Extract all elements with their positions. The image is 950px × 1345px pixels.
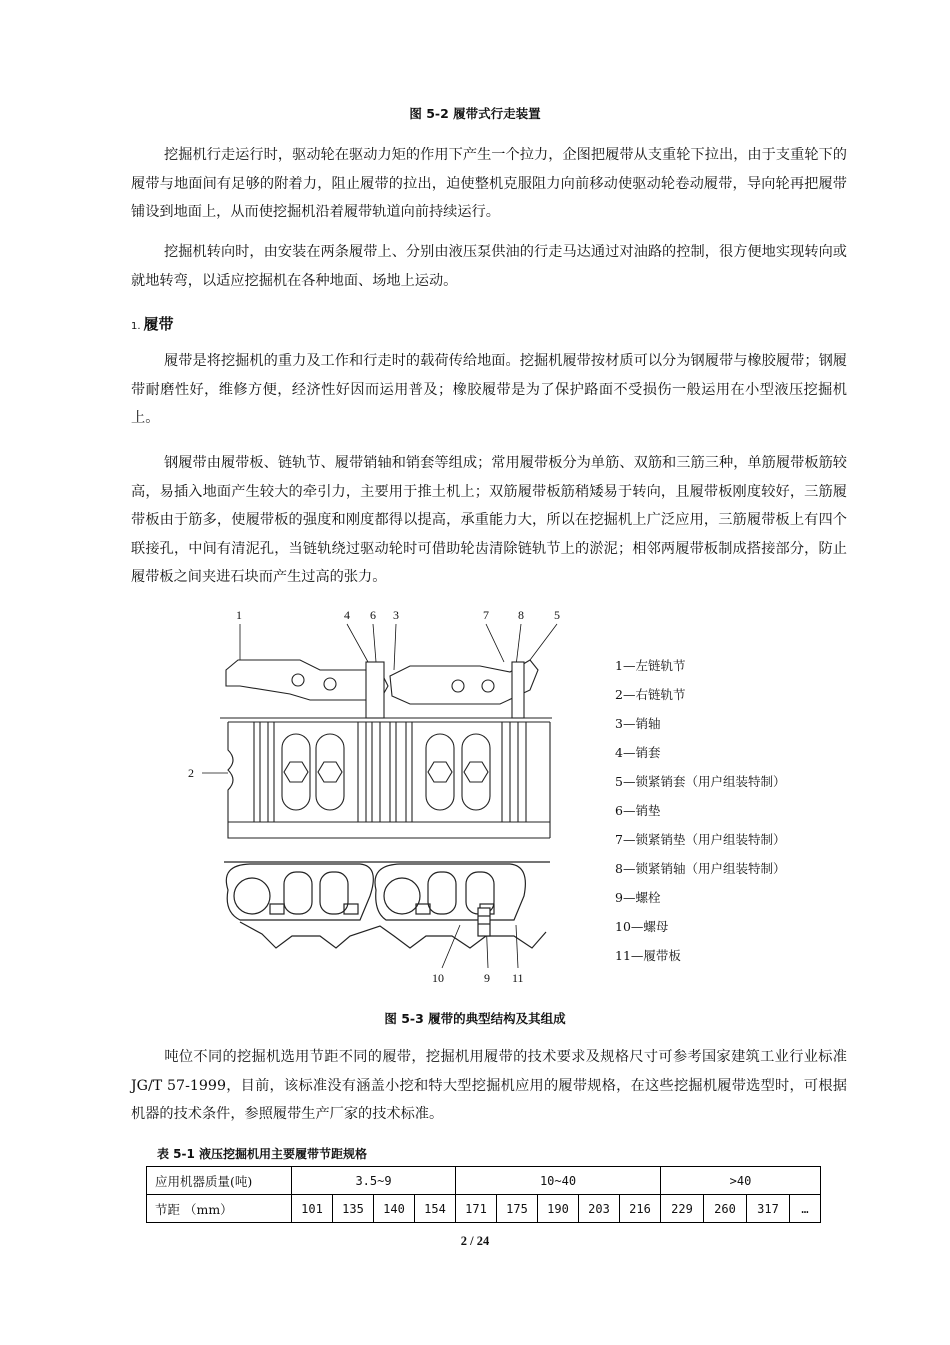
page-number: 2 / 24 xyxy=(460,1234,490,1248)
paragraph-travel-text: 挖掘机行走运行时，驱动轮在驱动力矩的作用下产生一个拉力，企图把履带从支重轮下拉出，由于支重轮下的履带与地面间有足够的附着力，阻止履带的拉出，迫使整机克服阻力向前移动使驱动轮卷动履带，导向轮再把履带铺设到地面上，从而使挖掘机沿着履带轨道向前持续运行。 xyxy=(131,147,847,220)
legend-item: 10—螺母 xyxy=(615,919,669,934)
table-header-pitch: 节距 （mm） xyxy=(147,1195,292,1223)
callout-6: 6 xyxy=(370,608,376,622)
section-heading xyxy=(131,313,174,334)
callout-9: 9 xyxy=(484,971,490,985)
table-header-machine-mass: 应用机器质量(吨) xyxy=(147,1167,292,1195)
table-5-1-title: 表 5-1 液压挖掘机用主要履带节距规格 xyxy=(157,1147,368,1161)
callout-4: 4 xyxy=(344,608,350,622)
table-cell: 190 xyxy=(538,1195,579,1223)
legend-item: 2—右链轨节 xyxy=(615,687,686,702)
callout-numbers-top xyxy=(236,608,560,622)
legend-item: 9—螺栓 xyxy=(615,890,661,905)
track-plate-side-view xyxy=(228,722,550,838)
callout-3: 3 xyxy=(393,608,399,622)
legend-item: 8—锁紧销轴（用户组装特制） xyxy=(615,861,786,876)
table-cell: 171 xyxy=(456,1195,497,1223)
legend-item: 6—销垫 xyxy=(615,803,661,818)
callout-5: 5 xyxy=(554,608,560,622)
paragraph-steel-track-text: 钢履带由履带板、链轨节、履带销轴和销套等组成；常用履带板分为单筋、双筋和三筋三种，单筋履带板筋较高，易插入地面产生较大的牵引力，主要用于推土机上；双筋履带板筋稍矮易于转向，且履带板刚度较好，三筋履带板由于筋多，使履带板的强度和刚度都得以提高，承重能力大，所以在挖掘机上广泛应用，三筋履带板上有四个联接孔，中间有清泥孔，当链轨绕过驱动轮时可借助轮齿清除链轨节上的淤泥；相邻两履带板制成搭接部分，防止履带板之间夹进石块而产生过高的张力。 xyxy=(131,455,847,585)
table-cell: 317 xyxy=(747,1195,790,1223)
table-cell: 175 xyxy=(497,1195,538,1223)
paragraph-pitch-selection xyxy=(131,1043,847,1129)
paragraph-steering-text: 挖掘机转向时，由安装在两条履带上、分别由液压泵供油的行走马达通过对油路的控制，很方便地实现转向或就地转弯，以适应挖掘机在各种地面、场地上运动。 xyxy=(131,244,847,289)
legend-item: 11—履带板 xyxy=(615,948,681,963)
table-group-large: >40 xyxy=(661,1167,821,1195)
legend-item: 3—销轴 xyxy=(615,716,661,731)
figure-legend xyxy=(615,651,785,970)
legend-item: 4—销套 xyxy=(615,745,661,760)
table-cell: 260 xyxy=(704,1195,747,1223)
table-cell-ellipsis: … xyxy=(790,1195,821,1223)
table-cell: 140 xyxy=(374,1195,415,1223)
callout-8: 8 xyxy=(518,608,524,622)
figure-5-3-caption: 图 5-3 履带的典型结构及其组成 xyxy=(384,1011,566,1026)
paragraph-pitch-selection-text: 吨位不同的挖掘机选用节距不同的履带，挖掘机用履带的技术要求及规格尺寸可参考国家建筑工业行业标准 JG/T 57-1999，目前，该标准没有涵盖小挖和特大型挖掘机应用的履带规格，在这些挖掘机履带选型时，可根据机器的技术条件，参照履带生产厂家的技术标准。 xyxy=(131,1049,847,1122)
table-group-medium: 10~40 xyxy=(456,1167,661,1195)
legend-item: 5—锁紧销套（用户组装特制） xyxy=(615,774,786,789)
legend-item: 7—锁紧销垫（用户组装特制） xyxy=(615,832,786,847)
table-row xyxy=(147,1195,821,1223)
callout-2: 2 xyxy=(188,766,194,780)
section-number: 1. xyxy=(131,321,141,332)
callout-7: 7 xyxy=(483,608,489,622)
callout-10: 10 xyxy=(432,971,444,985)
paragraph-steel-track xyxy=(131,449,847,592)
paragraph-track-intro xyxy=(131,347,847,433)
paragraph-track-intro-text: 履带是将挖掘机的重力及工作和行走时的载荷传给地面。挖掘机履带按材质可以分为钢履带与橡胶履带；钢履带耐磨性好，维修方便，经济性好因而运用普及；橡胶履带是为了保护路面不受损伤一般运用在小型液压挖掘机上。 xyxy=(131,353,847,426)
callout-1: 1 xyxy=(236,608,242,622)
table-cell: 203 xyxy=(579,1195,620,1223)
table-cell: 101 xyxy=(292,1195,333,1223)
table-cell: 229 xyxy=(661,1195,704,1223)
callout-11: 11 xyxy=(512,971,524,985)
pitch-spec-table xyxy=(146,1166,821,1223)
chain-link-top-view xyxy=(220,660,552,718)
table-row xyxy=(147,1167,821,1195)
table-cell: 135 xyxy=(333,1195,374,1223)
table-cell: 216 xyxy=(620,1195,661,1223)
callout-numbers-bottom xyxy=(432,971,524,985)
figure-5-2-caption: 图 5-2 履带式行走装置 xyxy=(409,106,541,121)
section-title: 履带 xyxy=(143,315,174,333)
paragraph-travel xyxy=(131,141,847,227)
chain-bottom-view xyxy=(224,862,550,948)
table-group-small: 3.5~9 xyxy=(292,1167,456,1195)
table-cell: 154 xyxy=(415,1195,456,1223)
paragraph-steering xyxy=(131,238,847,295)
track-structure-drawing xyxy=(180,600,560,995)
legend-item: 1—左链轨节 xyxy=(615,658,686,673)
